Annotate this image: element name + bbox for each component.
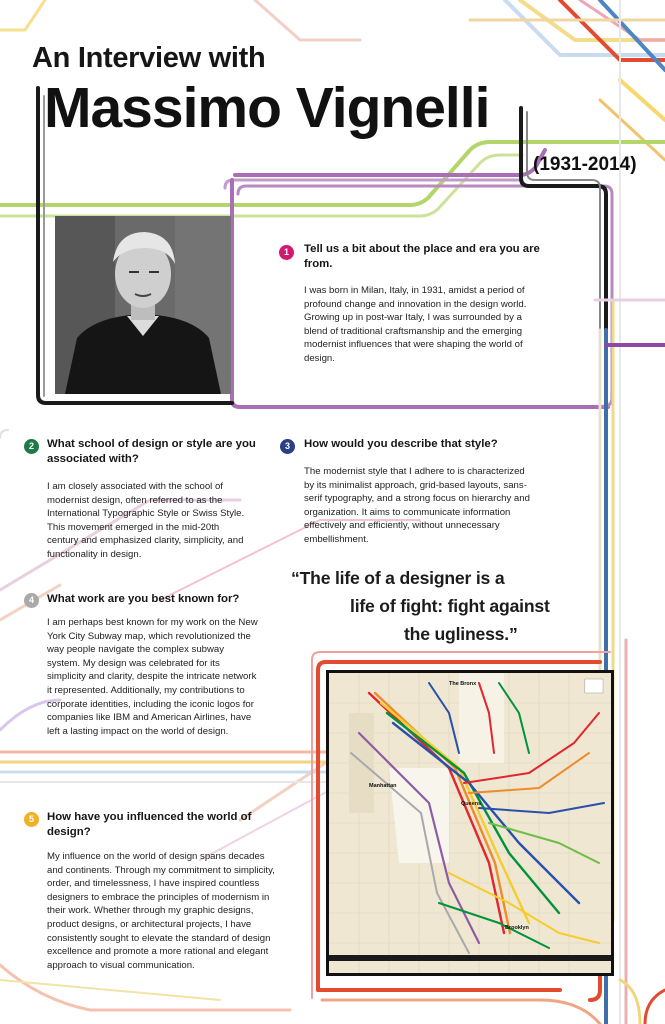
quote-line-1: “The life of a designer is a (291, 568, 505, 588)
map-label-bronx: The Bronx (449, 681, 477, 687)
portrait-photo (55, 216, 231, 394)
years-label: (1931-2014) (533, 154, 637, 175)
question-1-answer: I was born in Milan, Italy, in 1931, amidst a period of profound change and innovation in the design world. Growing up in post-war Italy, I was surrounded by a blend of traditional craftsmanship and the emerging modernist influences that were shaping the world of design. (304, 285, 527, 365)
subway-map-image (326, 670, 614, 976)
question-5-answer: My influence on the world of design spans decades and continents. Through my commitment to simplicity, order, and timelessness, I have inspired countless designers to embrace the principles of modernism in their work. Whether through my graphic designs, product designs, or architectural projects, I have consistently sought to elevate the standard of design excellence and promote a more rational and elegant approach to visual communication. (47, 851, 275, 971)
question-2-answer: I am closely associated with the school of modernist design, often referred to as the International Typographic Style or Swiss Style. This movement emerged in the mid-20th century and emphasized clarity, simplicity, and functionality in design. (47, 481, 245, 561)
question-3-heading: How would you describe that style? (304, 438, 498, 450)
map-label-queens: Queens (461, 801, 482, 807)
question-3-answer: The modernist style that I adhere to is characterized by its minimalist approach, grid-based layouts, sans-serif typography, and a strong focus on hierarchy and organization. It aims to communicate information effectively and efficiently, without unnecessary embellishment. (304, 466, 530, 546)
question-1-heading: Tell us a bit about the place and era you are from. (304, 243, 540, 271)
title-line-2: Massimo Vignelli (44, 76, 490, 140)
quote-line-2: life of fight: fight against (350, 596, 550, 616)
question-5-number-badge: 5 (24, 812, 39, 827)
question-2-heading: What school of design or style are you associated with? (47, 438, 256, 466)
question-4-heading: What work are you best known for? (47, 593, 240, 605)
map-label-brooklyn: Brooklyn (505, 925, 529, 931)
question-5-heading: How have you influenced the world of design? (47, 811, 252, 839)
question-3-number-badge: 3 (280, 439, 295, 454)
question-2-number-badge: 2 (24, 439, 39, 454)
question-1-number-badge: 1 (279, 245, 294, 260)
portrait-illustration (55, 216, 231, 394)
question-4-answer: I am perhaps best known for my work on the New York City Subway map, which revolutionized the way people navigate the complex subway system. My design was celebrated for its simplicity and clarity, despite the intricate network it represented. Additionally, my contributions to corporate identities, including the iconic logos for companies like IBM and American Airlines, have left a lasting impact on the world of design. (47, 617, 258, 737)
title-line-1: An Interview with (32, 42, 266, 74)
question-4-number-badge: 4 (24, 593, 39, 608)
map-label-manhattan: Manhattan (369, 783, 397, 789)
quote-line-3: the ugliness.” (404, 624, 518, 644)
subway-map-illustration (329, 673, 611, 973)
